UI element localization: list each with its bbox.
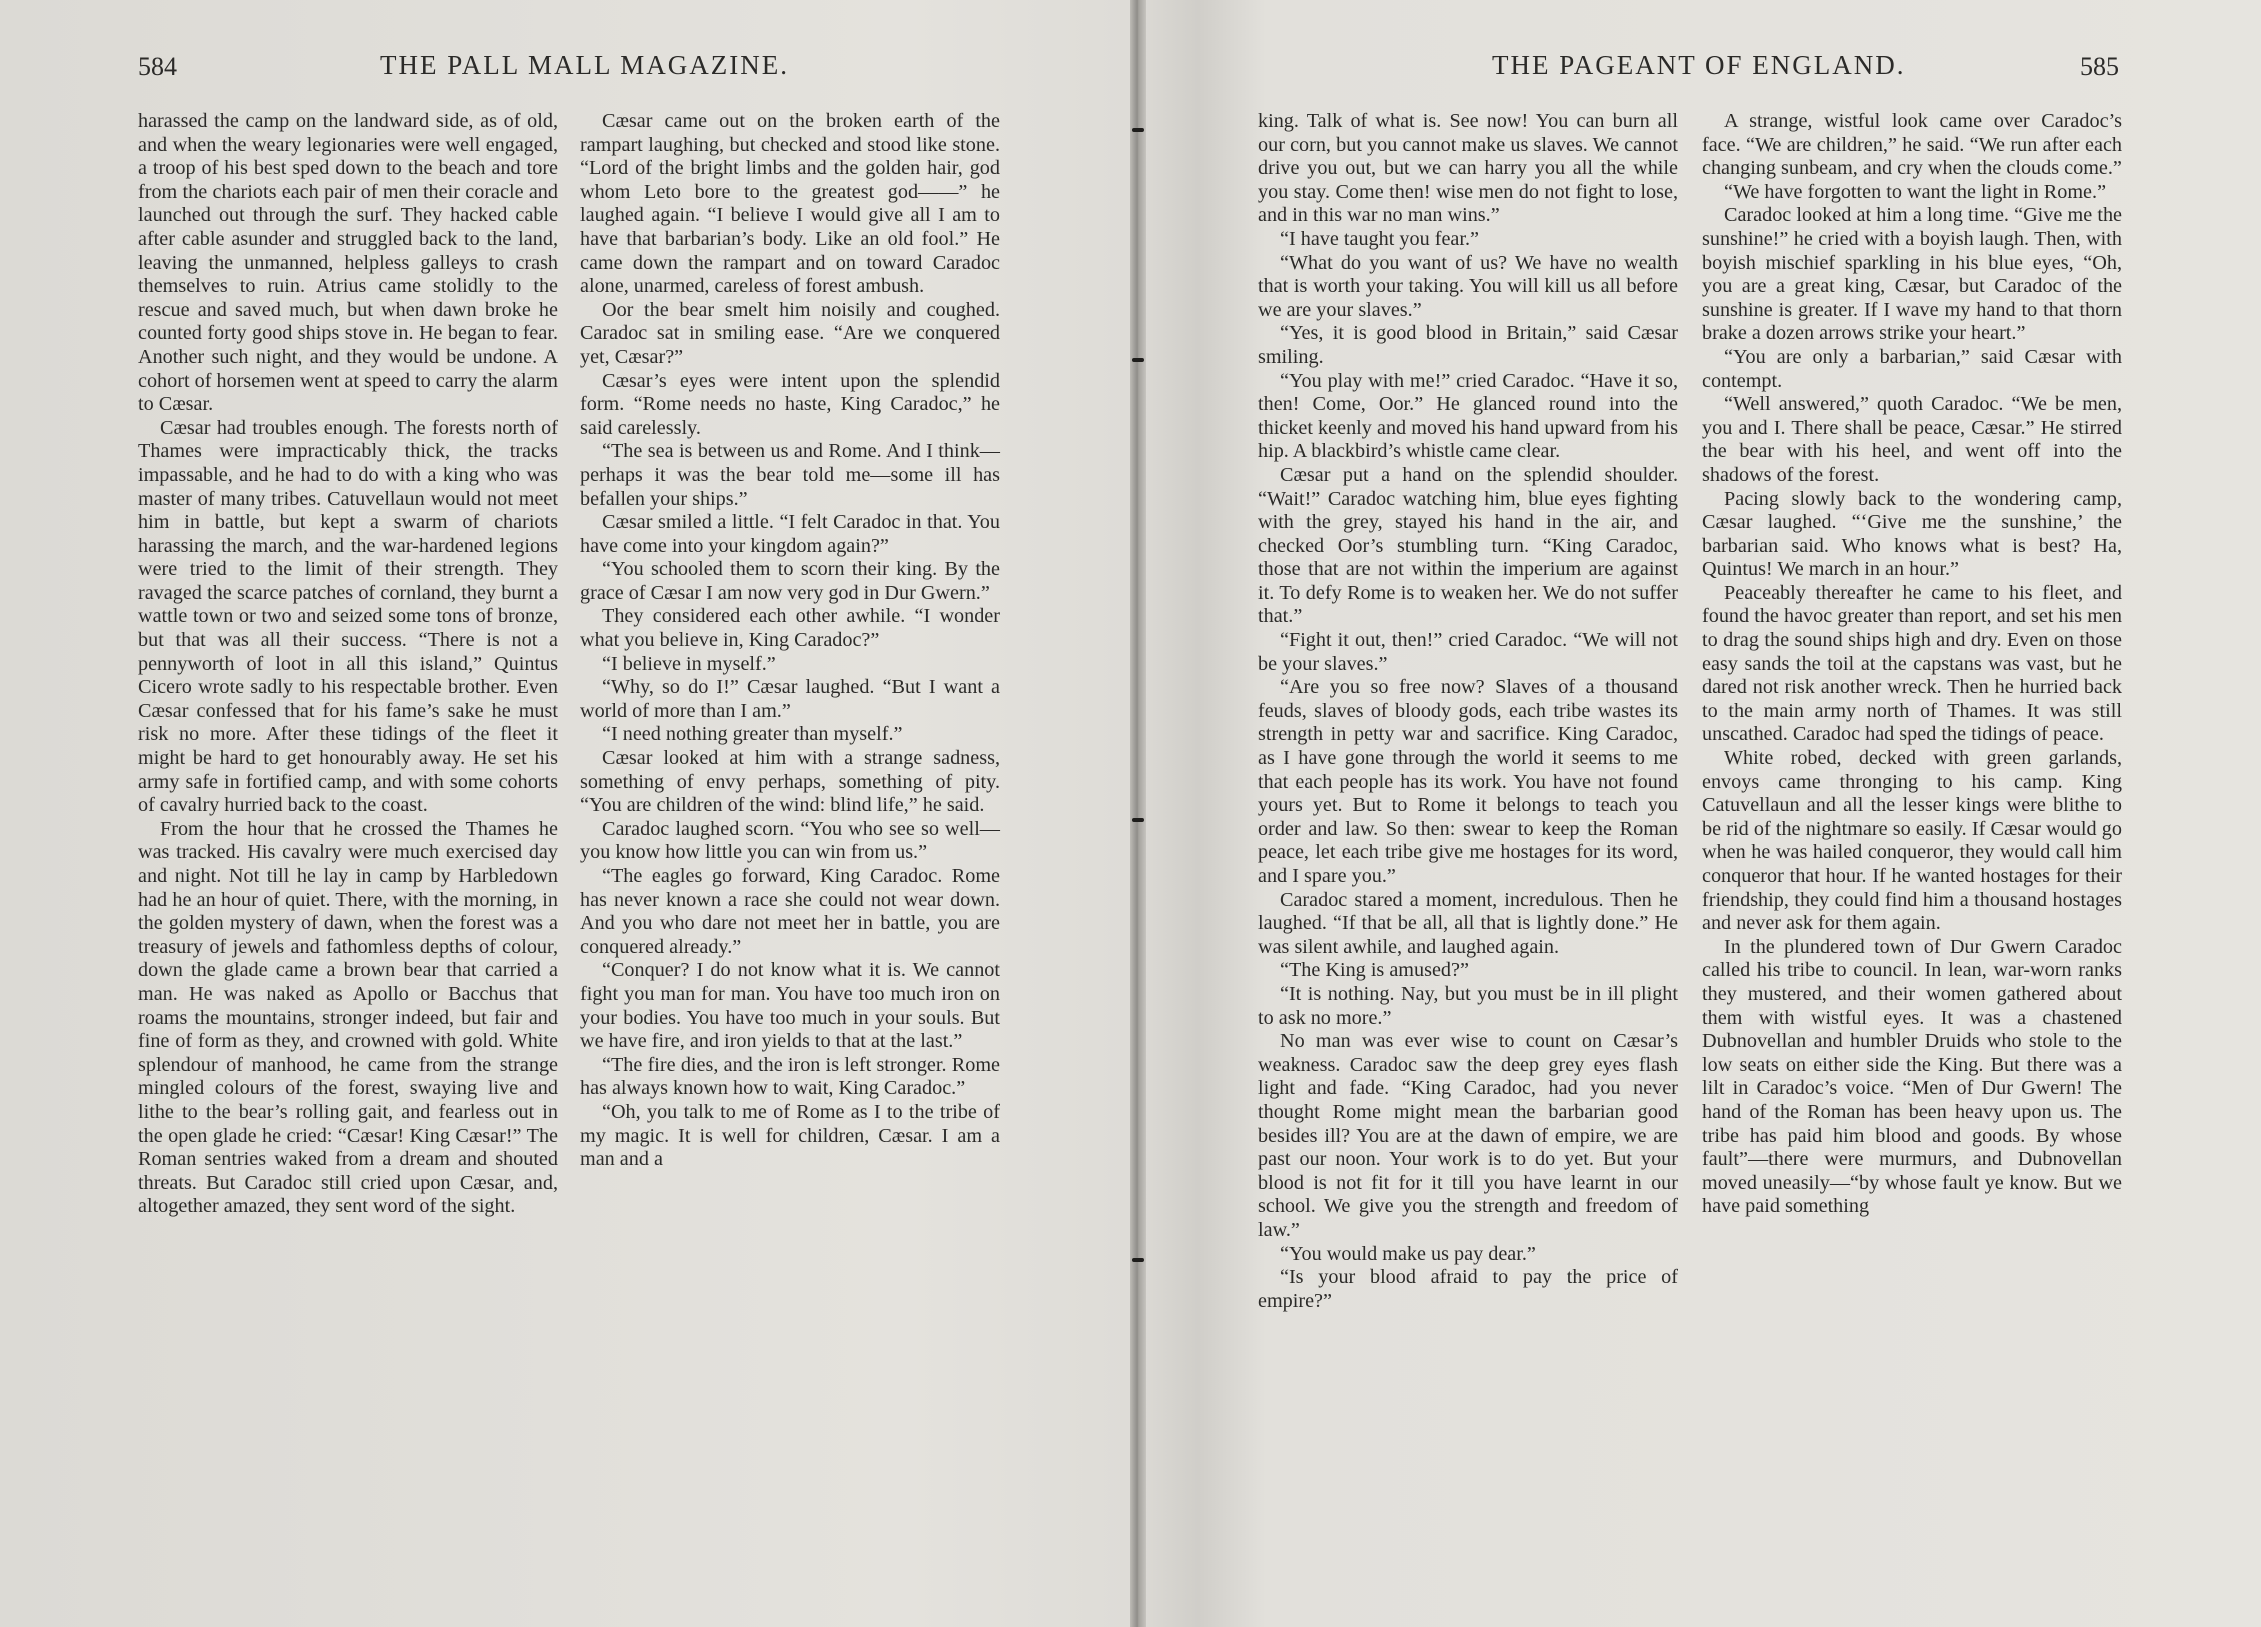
paragraph: Cæsar had troubles enough. The forests north of Thames were impracticably thick, the tracks impassable, and he had to do with a king who was master of many tribes. Catuvellaun would not meet him in battle, but kept a swarm of chariots harassing the march, and the war-hardened legions were tried to the limit of their strength. They ravaged the scarce patches of cornland, they burnt a wattle town or two and seized some tons of bronze, but that was all their success. “There is not a pennyworth of loot in all this island,” Quintus Cicero wrote sadly to his respectable brother. Even Cæsar confessed that for his fame’s sake he must risk no more. After these tidings of the fleet it might be hard to get honourably away. He set his army safe in fortified camp, and with some cohorts of cavalry hurried back to the coast.: [138, 416, 558, 817]
text-column: [580, 110, 1000, 1172]
binding-stitch: [1132, 1258, 1144, 1262]
paragraph: White robed, decked with green garlands, envoys came thronging to his camp. King Catuvellaun and all the lesser kings were blithe to be rid of the nightmare so easily. If Cæsar would go when he was hailed conqueror, they would call him conqueror that hour. If he wanted hostages for their friendship, they could find him a thousand hostages and never ask for them again.: [1702, 747, 2122, 935]
paragraph: “The eagles go forward, King Caradoc. Rome has never known a race she could not wear down. And you who dare not meet her in battle, you are conquered already.”: [580, 865, 1000, 958]
paragraph: harassed the camp on the landward side, as of old, and when the weary legionaries were well engaged, a troop of his best sped down to the beach and tore from the chariots each pair of men their coracle and launched out through the surf. They hacked cable after cable asunder and struggled back to the land, leaving the unmanned, helpless galleys to crash themselves to ruin. Atrius came stolidly to the rescue and saved much, but when dawn broke he counted forty good ships stove in. He began to fear. Another such night, and they would be undone. A cohort of horsemen went at speed to carry the alarm to Cæsar.: [138, 110, 558, 416]
page-number: 585: [2080, 52, 2119, 81]
text-column: [138, 110, 558, 1219]
paragraph: “You would make us pay dear.”: [1280, 1242, 1536, 1265]
paragraph: “It is nothing. Nay, but you must be in ill plight to ask no more.”: [1258, 982, 1678, 1029]
paragraph: Cæsar put a hand on the splendid shoulder. “Wait!” Caradoc watching him, blue eyes fighting with the grey, stayed his hand in the air, and checked Oor’s stumbling turn. “King Caradoc, those that are not within the imperium are against it. To defy Rome is to weaken her. We do not suffer that.”: [1258, 463, 1678, 628]
text-column: [1702, 110, 2122, 1219]
paragraph: “You schooled them to scorn their king. By the grace of Cæsar I am now very god in Dur Gwern.”: [580, 558, 1000, 604]
paragraph: No man was ever wise to count on Cæsar’s weakness. Caradoc saw the deep grey eyes flash light and fade. “King Caradoc, had you never thought Rome might mean the barbarian good besides ill? You are at the dawn of empire, we are past our noon. Your work is to do yet. But your blood is not fit for it till you have learnt in our school. We give you the strength and freedom of law.”: [1258, 1030, 1678, 1241]
paragraph: “The King is amused?”: [1280, 959, 1469, 982]
page-number: 584: [138, 52, 177, 81]
paragraph: In the plundered town of Dur Gwern Caradoc called his tribe to council. In lean, war-worn ranks they mustered, and their women gathered about them with wistful eyes. It was a chastened Dubnovellan and humbler Druids who stole to the low seats on either side the King. But there was a lilt in Caradoc’s voice. “Men of Dur Gwern! The hand of the Roman has been heavy upon us. The tribe has paid him blood and goods. By whose fault”—there were murmurs, and Dubnovellan moved uneasily—“by whose fault ye know. But we have paid something: [1702, 935, 2122, 1218]
paragraph: “The sea is between us and Rome. And I think—perhaps it was the bear told me—some ill has befallen your ships.”: [580, 440, 1000, 510]
paragraph: “I believe in myself.”: [602, 652, 776, 675]
book-gutter: [1130, 0, 1146, 1627]
paragraph: From the hour that he crossed the Thames he was tracked. His cavalry were much exercised day and night. Not till he lay in camp by Harbledown had he an hour of quiet. There, with the morning, in the golden mystery of dawn, when the forest was a treasury of jewels and fathomless depths of colour, down the glade came a brown bear that carried a man. He was naked as Apollo or Bacchus that roams the mountains, stronger indeed, but fair and fine of form as they, and crowned with gold. White splendour of manhood, he came from the strange mingled colours of the forest, swaying live and lithe to the bear’s rolling gait, and fearless out in the open glade he cried: “Cæsar! King Cæsar!” The Roman sentries waked from a dream and shouted threats. But Caradoc still cried upon Cæsar, and, altogether amazed, they sent word of the sight.: [138, 817, 558, 1218]
paragraph: “I have taught you fear.”: [1280, 227, 1479, 250]
binding-stitch: [1132, 128, 1144, 132]
paragraph: Oor the bear smelt him noisily and coughed. Caradoc sat in smiling ease. “Are we conquered yet, Cæsar?”: [580, 298, 1000, 368]
paragraph: “I need nothing greater than myself.”: [602, 723, 903, 746]
paragraph: Peaceably thereafter he came to his fleet, and found the havoc greater than report, and set his men to drag the sound ships high and dry. Even on those easy sands the toil at the capstans was vast, but he dared not risk another wreck. Then he hurried back to the main army north of Thames. It was still unscathed. Caradoc had sped the tidings of peace.: [1702, 581, 2122, 746]
paragraph: A strange, wistful look came over Caradoc’s face. “We are children,” he said. “We run after each changing sunbeam, and cry when the clouds come.”: [1702, 110, 2122, 180]
paragraph: “Yes, it is good blood in Britain,” said Cæsar smiling.: [1258, 322, 1678, 368]
paragraph: “Is your blood afraid to pay the price of empire?”: [1258, 1266, 1678, 1312]
paragraph: “Well answered,” quoth Caradoc. “We be men, you and I. There shall be peace, Cæsar.” He stirred the bear with his heel, and went off into the shadows of the forest.: [1702, 393, 2122, 486]
paragraph: “You play with me!” cried Caradoc. “Have it so, then! Come, Oor.” He glanced round into the thicket keenly and moved his hand upward from his hip. A blackbird’s whistle came clear.: [1258, 369, 1678, 463]
paragraph: king. Talk of what is. See now! You can burn all our corn, but you cannot make us slaves. We cannot drive you out, but we can harry you all the while you stay. Come then! wise men do not fight to lose, and in this war no man wins.”: [1258, 110, 1678, 227]
paragraph: “Are you so free now? Slaves of a thousand feuds, slaves of bloody gods, each tribe wastes its strength in petty war and sacrifice. King Caradoc, as I have gone through the world it seems to me that each people has its work. You have not found yours yet. But to Rome it belongs to teach you order and law. So then: swear to keep the Roman peace, let each tribe give me hostages for its word, and I spare you.”: [1258, 676, 1678, 887]
paragraph: Caradoc looked at him a long time. “Give me the sunshine!” he cried with a boyish laugh. Then, with boyish mischief sparkling in his blue eyes, “Oh, you are a great king, Cæsar, but Caradoc of the sunshine is greater. If I wave my hand to that thorn brake a dozen arrows strike your heart.”: [1702, 204, 2122, 345]
running-head: THE PALL MALL MAGAZINE.: [380, 50, 789, 80]
paragraph: “Fight it out, then!” cried Caradoc. “We will not be your slaves.”: [1258, 629, 1678, 675]
paragraph: “Why, so do I!” Cæsar laughed. “But I want a world of more than I am.”: [580, 676, 1000, 722]
paragraph: “You are only a barbarian,” said Cæsar with contempt.: [1702, 345, 2122, 392]
paragraph: Cæsar came out on the broken earth of the rampart laughing, but checked and stood like stone. “Lord of the bright limbs and the golden hair, god whom Leto bore to the greatest god——” he laughed again. “I believe I would give all I am to have that barbarian’s body. Like an old fool.” He came down the rampart and on toward Caradoc alone, unarmed, careless of forest ambush.: [580, 110, 1000, 298]
paragraph: “The fire dies, and the iron is left stronger. Rome has always known how to wait, King Caradoc.”: [580, 1053, 1000, 1100]
running-head: THE PAGEANT OF ENGLAND.: [1492, 50, 1906, 80]
paragraph: Caradoc laughed scorn. “You who see so well—you know how little you can win from us.”: [580, 817, 1000, 864]
paragraph: They considered each other awhile. “I wonder what you believe in, King Caradoc?”: [580, 605, 1000, 652]
paragraph: Cæsar’s eyes were intent upon the splendid form. “Rome needs no haste, King Caradoc,” he said carelessly.: [580, 369, 1000, 439]
paragraph: Cæsar looked at him with a strange sadness, something of envy perhaps, something of pity. “You are children of the wind: blind life,” he said.: [580, 747, 1000, 817]
paragraph: Pacing slowly back to the wondering camp, Cæsar laughed. “‘Give me the sunshine,’ the barbarian said. Who knows what is best? Ha, Quintus! We march in an hour.”: [1702, 487, 2122, 581]
text-column: [1258, 110, 1678, 1313]
paragraph: Cæsar smiled a little. “I felt Caradoc in that. You have come into your kingdom again?”: [580, 511, 1000, 557]
binding-stitch: [1132, 818, 1144, 822]
binding-stitch: [1132, 358, 1144, 362]
paragraph: Caradoc stared a moment, incredulous. Then he laughed. “If that be all, all that is lightly done.” He was silent awhile, and laughed again.: [1258, 888, 1678, 958]
paragraph: “Conquer? I do not know what it is. We cannot fight you man for man. You have too much iron on your bodies. You have too much in your souls. But we have fire, and iron yields to that at the last.”: [580, 959, 1000, 1053]
paragraph: “What do you want of us? We have no wealth that is worth your taking. You will kill us all before we are your slaves.”: [1258, 251, 1678, 321]
paragraph: “We have forgotten to want the light in Rome.”: [1724, 180, 2107, 203]
paragraph: “Oh, you talk to me of Rome as I to the tribe of my magic. It is well for children, Cæsar. I am a man and a: [580, 1100, 1000, 1171]
